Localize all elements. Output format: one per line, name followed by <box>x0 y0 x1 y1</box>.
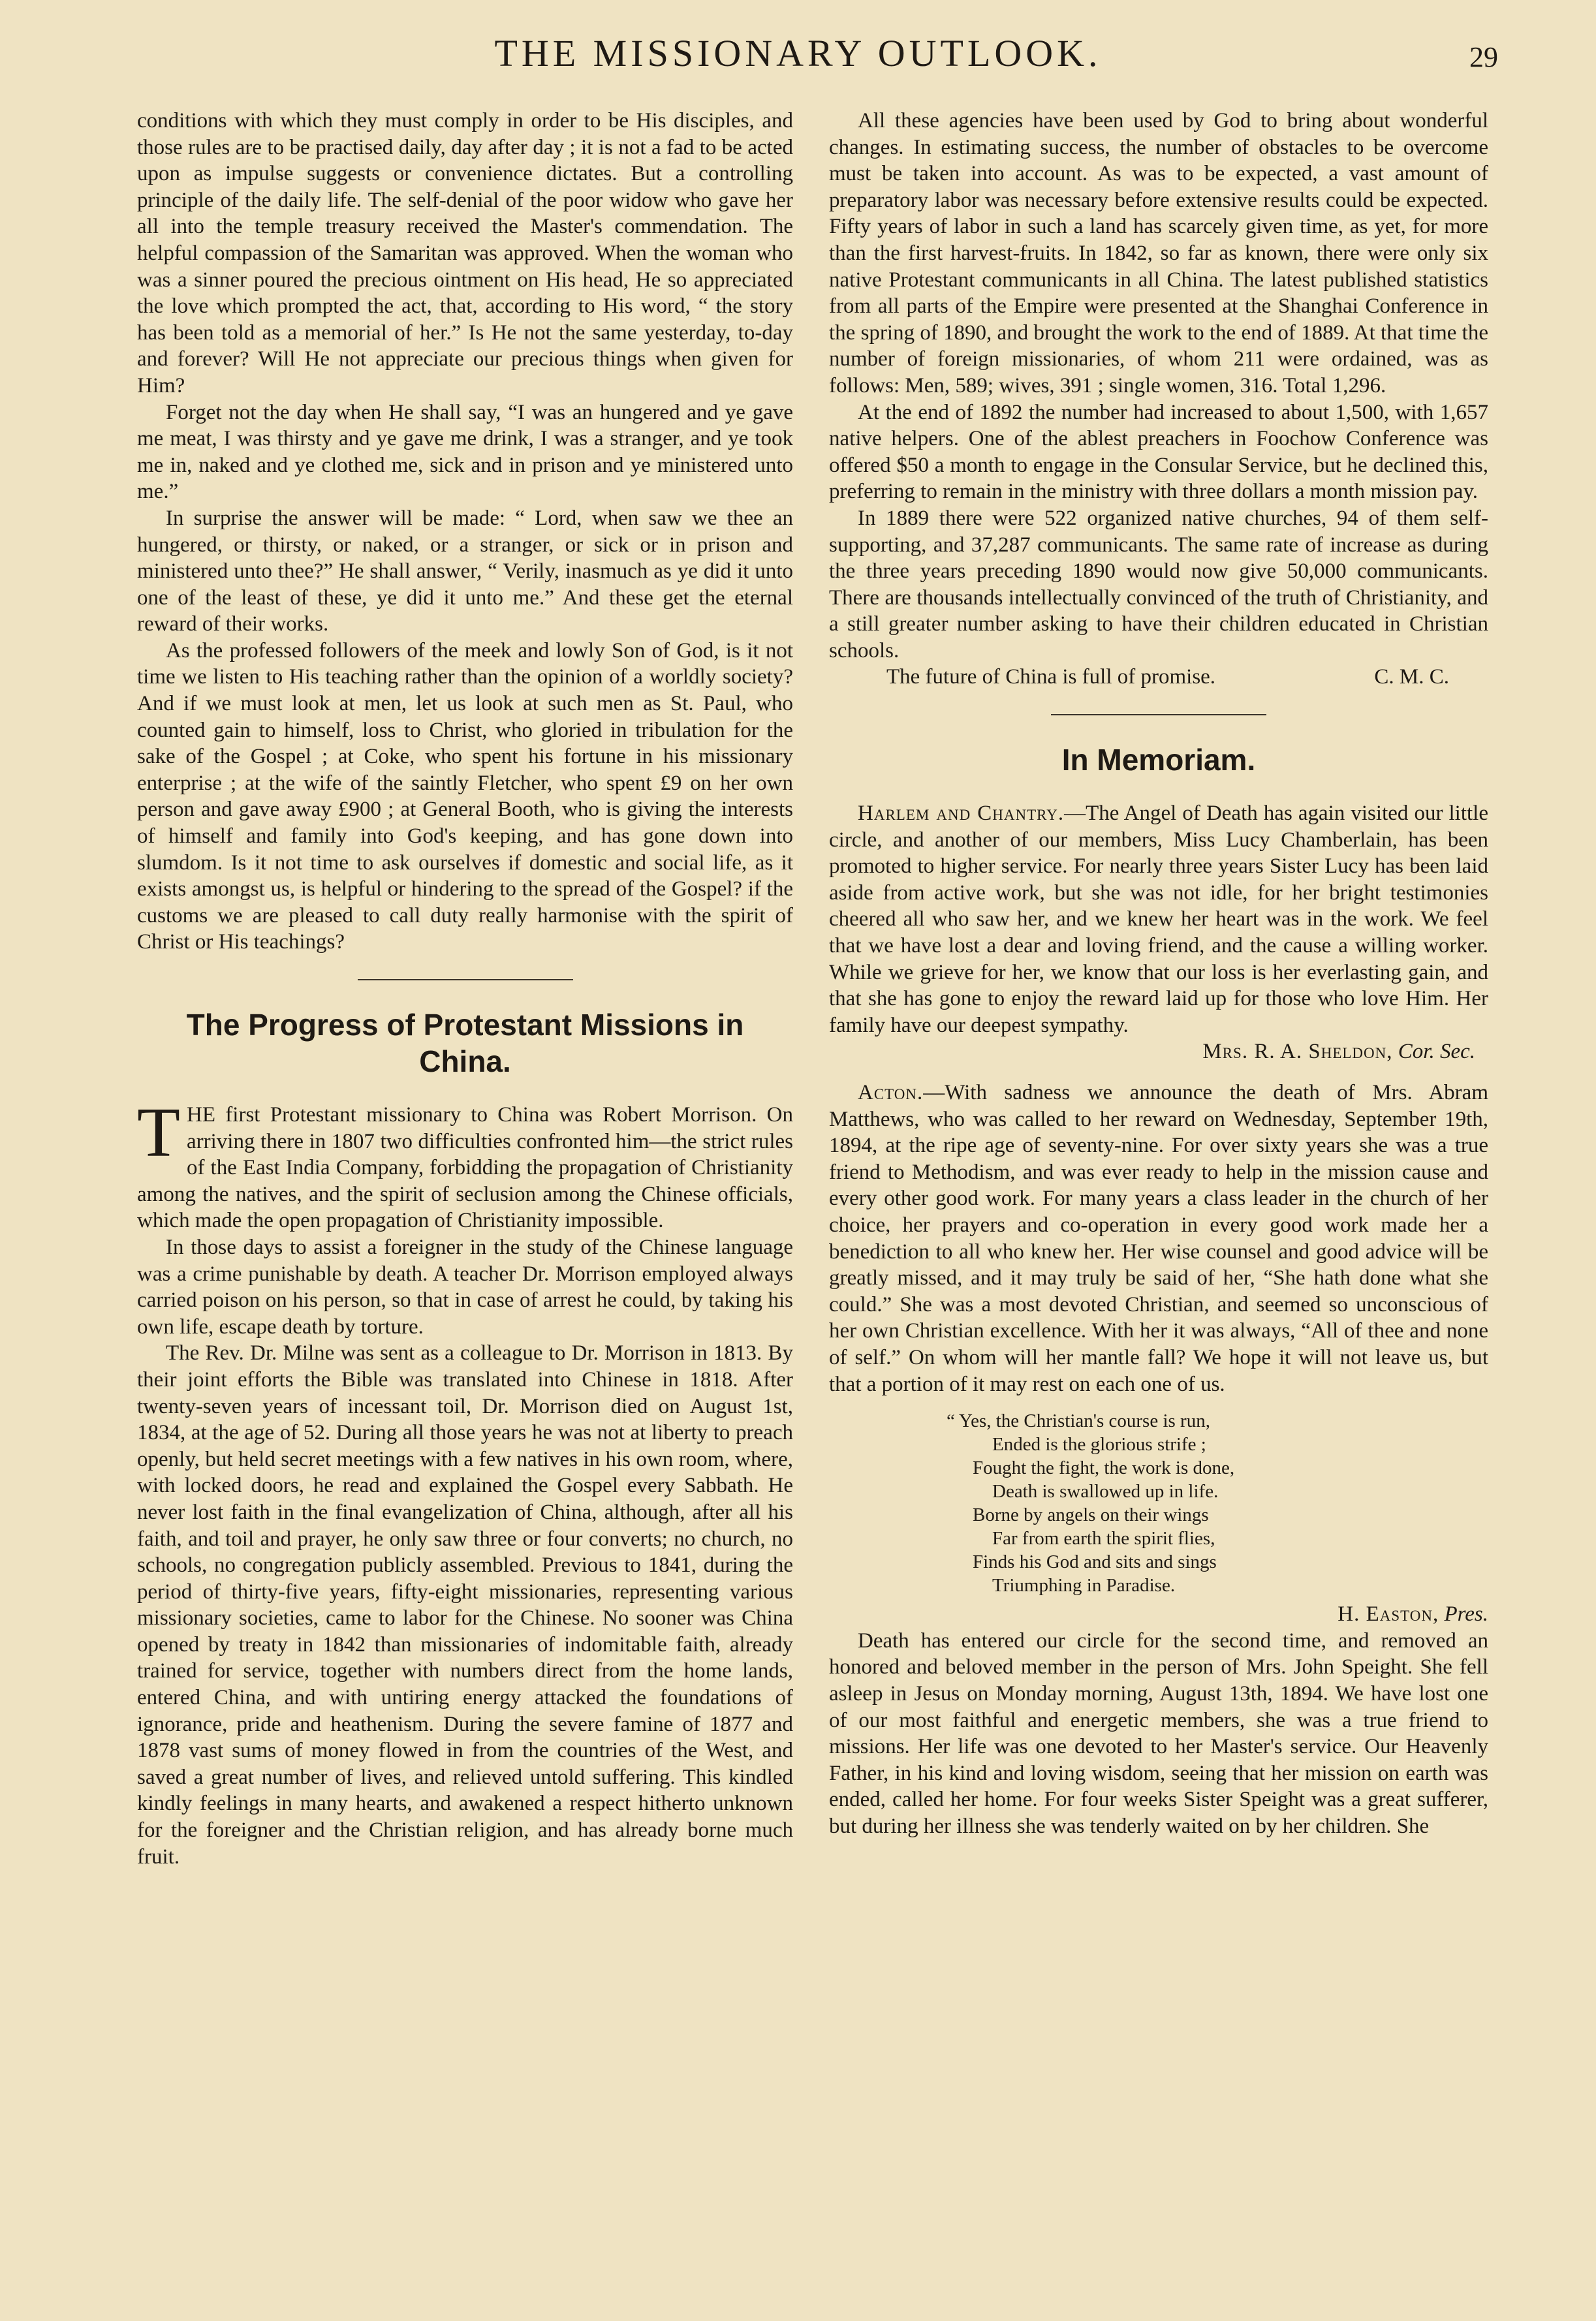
memoriam-entry <box>829 800 1488 1038</box>
paragraph: All these agencies have been used by God to bring about wonderful changes. In estimating success, the number of obstacles to be overcome must be taken into account. As was to be expected, a vast amount of preparatory labor was necessary before extensive results could be expected. Fifty years of labor in such a land has scarcely given time, as yet, for more than the first harvest-fruits. In 1842, so far as known, there were only six native Protestant communicants in all China. The latest published statistics from all parts of the Empire were presented at the Shanghai Conference in the spring of 1890, and brought the work to the end of 1889. At that time the number of foreign missionaries, of whom 211 were ordained, was as follows: Men, 589; wives, 391 ; single women, 316. Total 1,296. <box>829 109 1488 397</box>
paragraph: In 1889 there were 522 organized native churches, 94 of them self-supporting, and 37,287 communicants. The same rate of increase as during the three years preceding 1890 would now give 50,000 communicants. There are thousands intellectually convinced of the truth of Christianity, and a still greater number asking to have their children educated in Christian schools. <box>829 506 1488 662</box>
author-initials: C. M. C. <box>1374 665 1449 689</box>
signature <box>829 1038 1475 1065</box>
paragraph: In surprise the answer will be made: “ Lord, when saw we thee an hungered, or thirsty, or naked, or a stranger, or sick or in prison and ministered unto thee?” He shall answer, “ Verily, inasmuch as ye did it unto one of the least of these, ye did it unto me.” And these get the eternal reward of their works. <box>137 506 793 636</box>
section-divider <box>1051 714 1266 715</box>
running-head <box>0 31 1596 77</box>
poem-line: Triumphing in Paradise. <box>992 1575 1176 1597</box>
closing-line <box>829 664 1488 691</box>
page-number: 29 <box>1469 41 1498 73</box>
left-column <box>137 108 793 1870</box>
memoriam-title: In Memoriam. <box>1061 743 1256 777</box>
paragraph: As the professed followers of the meek and lowly Son of God, is it not time we listen to His teaching rather than the opinion of a worldly society? And if we must look at men, let us look at such men as St. Paul, who counted gain to himself, loss to Christ, who gloried in tribulation for the sake of the Gospel ; at Coke, who spent his fortune in his missionary enterprise ; at the wife of the saintly Fletcher, who spent £9 on her own person and gave away £900 ; at General Booth, who is giving the interests of himself and family into God's keeping, and has gone down into slumdom. Is it not time to ask ourselves if domestic and social life, as it exists amongst us, is helpful or hindering to the spread of the Gospel? if the customs we are pleased to call duty really harmonise with the spirit of Christ or His teachings? <box>137 638 793 954</box>
paragraph: Death has entered our circle for the second time, and removed an honored and beloved member in the person of Mrs. John Speight. She fell asleep in Jesus on Monday morning, August 13th, 1894. We have lost one of our most faithful and energetic members, she was a true friend to missions. Her life was one devoted to her Master's service. Our Heavenly Father, in his kind and loving wisdom, seeing that her mission on earth was ended, called her home. For four weeks Sister Speight was a great sufferer, but during her illness she was tenderly waited on by her children. She <box>829 1628 1488 1838</box>
paragraph: The Rev. Dr. Milne was sent as a colleague to Dr. Morrison in 1813. By their joint efforts the Bible was translated into Chinese in 1818. After twenty-seven years of incessant toil, Dr. Morrison died on August 1st, 1834, at the age of 52. During all those years he was not at liberty to preach openly, but held secret meetings with a few natives in his own room, where, with locked doors, he read and explained the Gospel every Sabbath. He never lost faith in the final evangelization of China, although, after all his faith, and toil and prayer, he only saw three or four converts; no church, no schools, no congregation publicly assembled. Previous to 1841, during the period of thirty-five years, fifty-eight missionaries, representing various missionary societies, came to labor for the Chinese. No sooner was China opened by treaty in 1842 than missionaries of indomitable faith, already trained for service, together with numbers direct from the home lands, entered China, and with untiring energy attacked the foundations of ignorance, pride and heathenism. During the severe famine of 1877 and 1878 vast sums of money flowed in from the countries of the West, and saved a great number of lives, and relieved untold suffering. This kindled kindly feelings in many hearts, and awakened a respect hitherto unknown for the foreigner and the Christian religion, and has already borne much fruit. <box>137 1341 793 1869</box>
signature-name: Mrs. R. A. Sheldon, <box>1202 1040 1393 1064</box>
attribution-name: H. Easton, <box>1338 1602 1439 1627</box>
poem <box>829 1409 1488 1597</box>
poem-line: “ Yes, the Christian's course is run, <box>947 1410 1210 1432</box>
attribution-title: Pres. <box>1444 1602 1488 1627</box>
poem-line: Finds his God and sits and sings <box>973 1551 1217 1573</box>
page-title: THE MISSIONARY OUTLOOK. <box>494 32 1102 74</box>
section-divider <box>358 979 573 980</box>
poem-line: Fought the fight, the work is done, <box>973 1457 1235 1479</box>
paragraph <box>137 1094 793 1234</box>
paragraph: conditions with which they must comply in order to be His disciples, and those rules are to be practised daily, day after day ; it is not a fad to be acted upon as impulse suggests or convenience dictates. But a controlling principle of the daily life. The self-denial of the poor widow who gave her all into the temple treasury received the Master's commendation. The helpful compassion of the Samaritan was approved. When the woman who was a sinner poured the precious ointment on His head, He so appreciated the love which prompted the act, that, according to His word, “ the story has been told as a memorial of her.” Is He not the same yesterday, to-day and forever? Will He not appreciate our precious things when given for Him? <box>137 109 793 397</box>
entry-lead: Harlem and Chantry. <box>858 802 1065 826</box>
signature-title: Cor. Sec. <box>1398 1040 1475 1064</box>
paragraph: Forget not the day when He shall say, “I was an hungered and ye gave me meat, I was thirsty and ye gave me drink, I was a stranger, and ye took me in, naked and ye clothed me, sick and in prison and ye ministered unto me.” <box>137 400 793 504</box>
memoriam-entry <box>829 1080 1488 1397</box>
entry-text: —The Angel of Death has again visited our little circle, and another of our members, Miss Lucy Chamberlain, has been promoted to higher service. For nearly three years Sister Lucy has been laid aside from active work, but she was not idle, for her bright testimonies cheered all who saw her, and we knew her heart was in the work. We feel that we have lost a dear and loving friend, and the cause a willing worker. While we grieve for her, we know that our loss is her everlasting gain, and that she has gone to enjoy the reward laid up for those who love Him. Her family have our deepest sympathy. <box>829 802 1489 1037</box>
entry-lead: Acton. <box>858 1081 924 1104</box>
poem-line: Borne by angels on their wings <box>973 1504 1209 1526</box>
paragraph-text: HE first Protestant missionary to China was Robert Morrison. On arriving there in 1807 two difficulties confronted him—the strict rules of the East India Company, forbidding the propagation of Christianity among the natives, and the spirit of seclusion among the Chinese officials, which made the open propagation of Christianity impossible. <box>137 1103 793 1233</box>
right-column <box>829 108 1488 1839</box>
poem-attribution <box>829 1601 1488 1628</box>
drop-cap: T <box>137 1094 180 1172</box>
article-title: The Progress of Protestant Missions in China. <box>186 1008 744 1078</box>
poem-line: Death is swallowed up in life. <box>992 1481 1219 1503</box>
entry-text: —With sadness we announce the death of Mrs. Abram Matthews, who was called to her reward on Wednesday, September 19th, 1894, at the ripe age of seventy-nine. For over sixty years she was a true friend to Methodism, and was ever ready to help in the mission cause and every other good work. For many years a class leader in the church of her choice, her prayers and co-operation in every good work made her a benediction to all who knew her. Her wise counsel and good advice will be greatly missed, and it may truly be said of her, “She hath done what she could.” She was a most devoted Christian, and seemed so unconscious of her own Christian excellence. With her it was always, “All of thee and none of self.” On whom will her mantle fall? We hope it will not leave us, but that a portion of it may rest on each one of us. <box>829 1081 1488 1396</box>
paragraph: In those days to assist a foreigner in the study of the Chinese language was a crime punishable by death. A teacher Dr. Morrison employed always carried poison on his person, so that in case of arrest he could, by taking his own life, escape death by torture. <box>137 1235 793 1339</box>
closing-text: The future of China is full of promise. <box>886 665 1216 689</box>
poem-line: Far from earth the spirit flies, <box>992 1528 1215 1550</box>
paragraph: At the end of 1892 the number had increased to about 1,500, with 1,657 native helpers. One of the ablest preachers in Foochow Conference was offered $50 a month to engage in the Consular Service, but he declined this, preferring to remain in the ministry with three dollars a month mission pay. <box>829 400 1488 504</box>
poem-line: Ended is the glorious strife ; <box>992 1434 1206 1456</box>
